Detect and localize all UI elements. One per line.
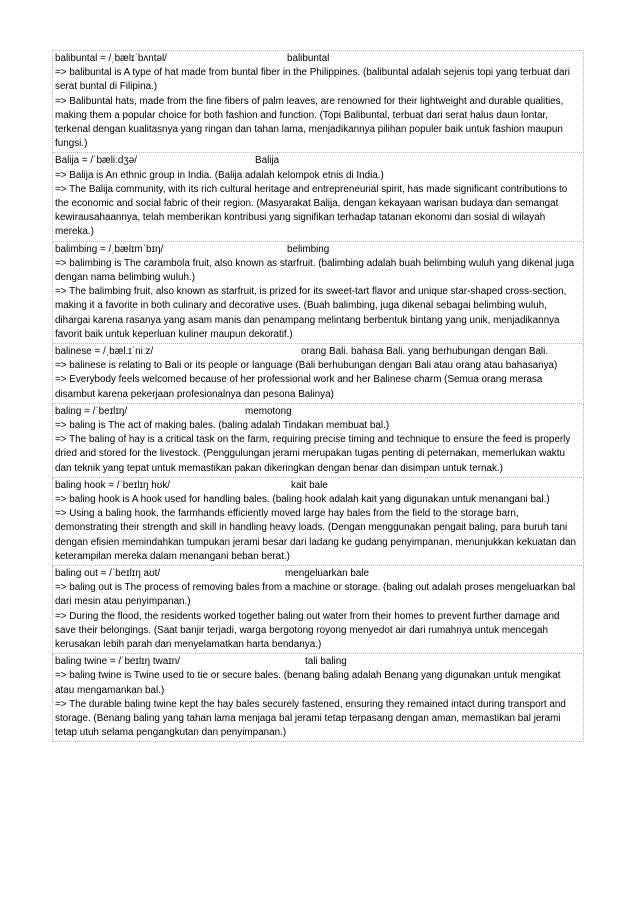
entry-cell xyxy=(53,153,584,241)
example-sentence: => Everybody feels welcomed because of her professional work and her Balinese charm (Semua orang merasa disambut karena pekerjaan profesionalnya dan pesona Balinya) xyxy=(55,374,543,400)
example-sentence: => The durable baling twine kept the hay bales securely fastened, ensuring they remained intact during transport and storage. (Benang baling yang tahan lama menjaga bal jerami tetap terpasang dengan aman, memastikan bal jerami tetap utuh selama pengangkutan dan penyimpanan.) xyxy=(55,698,566,739)
translation: orang Bali. bahasa Bali. yang berhubungan dengan Bali. xyxy=(301,346,549,358)
entry-row xyxy=(53,566,584,654)
example-sentence: => Using a baling hook, the farmhands efficiently moved large hay bales from the field to the storage barn, demonstrating their strength and skill in handling heavy loads. (Dengan menggunakan pengait baling, para buruh tani dengan efisien memindahkan tumpukan jerami besar dari ladang ke gudang penyimpanan, menunjukkan kekuatan dan keterampilan mereka dalam menangani beban berat.) xyxy=(55,508,576,562)
example-sentence: => The baling of hay is a critical task on the farm, requiring precise timing and technique to ensure the feed is properly dried and stored for the livestock. (Penggulungan jerami merupakan tugas penting di peternakan, memerlukan waktu dan teknik yang tepat untuk memastikan pakan dikeringkan dengan benar dan disimpan untuk ternak.) xyxy=(55,434,571,474)
entry-heading xyxy=(55,655,581,669)
entry-cell xyxy=(53,477,584,565)
entry-heading xyxy=(55,52,581,66)
definition: => baling twine is Twine used to tie or secure bales. (benang baling adalah Benang yang digunakan untuk mengikat atau mengamankan bal.) xyxy=(55,670,561,696)
example-sentence: => The Balija community, with its rich cultural heritage and entrepreneurial spirit, has made significant contributions to the economic and social fabric of their region. (Masyarakat Balija, dengan kekayaan warisan budaya dan semangat kewirausahaannya, telah memberikan kontribusi yang signifikan terhadap tatanan ekonomi dan sosial di wilayah mereka.) xyxy=(55,183,568,238)
definition: => balimbing is The carambola fruit, also known as starfruit. (balimbing adalah buah belimbing wuluh yang dikenal juga dengan nama belimbing wuluh.) xyxy=(55,257,575,283)
translation: tali baling xyxy=(305,656,347,668)
entry-heading xyxy=(55,479,581,493)
example-sentence: => Balibuntal hats, made from the fine fibers of palm leaves, are renowned for their lightweight and durable qualities, making them a popular choice for both fashion and function. (Topi Balibuntal, terbuat dari serat halus daun lontar, terkenal dengan kualitasnya yang ringan dan tahan lama, menjadikannya pilihan populer baik untuk fashion maupun fungsi.) xyxy=(55,95,564,150)
headword-pronunciation: balimbing = /ˌbælɪmˈbɪŋ/ xyxy=(55,243,164,255)
definition: => Balija is An ethnic group in India. (Balija adalah kelompok etnis di India.) xyxy=(55,169,384,181)
entry-heading xyxy=(55,567,581,581)
entry-row xyxy=(53,51,584,153)
entry-cell xyxy=(53,403,584,477)
definition: => balibuntal is A type of hat made from buntal fiber in the Philippines. (balibuntal adalah sejenis topi yang terbuat dari serat buntal di Filipina.) xyxy=(55,67,570,93)
entry-cell xyxy=(53,344,584,404)
dictionary-body xyxy=(53,51,584,742)
definition: => baling is The act of making bales. (baling adalah Tindakan membuat bal.) xyxy=(55,420,390,431)
headword-pronunciation: baling hook = /ˈbeɪlɪŋ hʊk/ xyxy=(55,479,171,491)
example-sentence: => During the flood, the residents worked together baling out water from their homes to prevent further damage and save their belongings. (Saat banjir terjadi, warga bergotong royong menyedot air dari rumahnya untuk mencegah kerusakan lebih parah dan menyelamatkan harta bendanya.) xyxy=(55,610,560,651)
entry-heading xyxy=(55,345,581,359)
definition: => balinese is relating to Bali or its people or language (Bali berhubungan dengan Bali atau orang atau bahasanya) xyxy=(55,360,558,372)
translation: balibuntal xyxy=(287,53,330,64)
translation: kait bale xyxy=(291,479,328,491)
headword-pronunciation: Balija = /ˈbæliːdʒə/ xyxy=(55,155,137,167)
entry-row xyxy=(53,654,584,742)
headword-pronunciation: balinese = /ˌbæl.ɪˈniːz/ xyxy=(55,346,154,358)
entry-cell xyxy=(53,241,584,343)
entry-heading xyxy=(55,405,581,419)
entry-heading xyxy=(55,154,581,168)
entry-cell xyxy=(53,51,584,153)
headword-pronunciation: baling = /ˈbeɪlɪŋ/ xyxy=(55,405,128,417)
entry-row xyxy=(53,153,584,241)
headword-pronunciation: baling twine = /ˈbeɪlɪŋ twaɪn/ xyxy=(55,656,180,668)
dictionary-table xyxy=(52,50,584,742)
entry-cell xyxy=(53,654,584,742)
entry-row xyxy=(53,344,584,404)
entry-row xyxy=(53,477,584,565)
entry-heading xyxy=(55,243,581,257)
entry-row xyxy=(53,241,584,343)
entry-row xyxy=(53,403,584,477)
translation: mengeluarkan bale xyxy=(285,568,369,580)
example-sentence: => The balimbing fruit, also known as starfruit, is prized for its sweet-tart flavor and unique star-shaped cross-section, making it a favorite in both culinary and decorative uses. (Buah balimbing, juga dikenal sebagai belimbing wuluh, dihargai karena rasanya yang asam manis dan penampang melintang berbentuk bintang yang unik, menjadikannya favorit baik untuk keperluan kuliner maupun dekoratif.) xyxy=(55,286,567,340)
translation: belimbing xyxy=(287,243,330,255)
definition: => baling hook is A hook used for handling bales. (baling hook adalah kait yang digunakan untuk menangani bal.) xyxy=(55,494,550,505)
translation: memotong xyxy=(245,405,292,417)
definition: => baling out is The process of removing bales from a machine or storage. (baling out adalah proses mengeluarkan bal dari mesin atau penyimpanan.) xyxy=(55,582,576,608)
headword-pronunciation: balibuntal = /ˌbælɪˈbʌntəl/ xyxy=(55,53,167,64)
headword-pronunciation: baling out = /ˈbeɪlɪŋ aʊt/ xyxy=(55,568,161,580)
entry-cell xyxy=(53,566,584,654)
translation: Balija xyxy=(255,155,280,167)
